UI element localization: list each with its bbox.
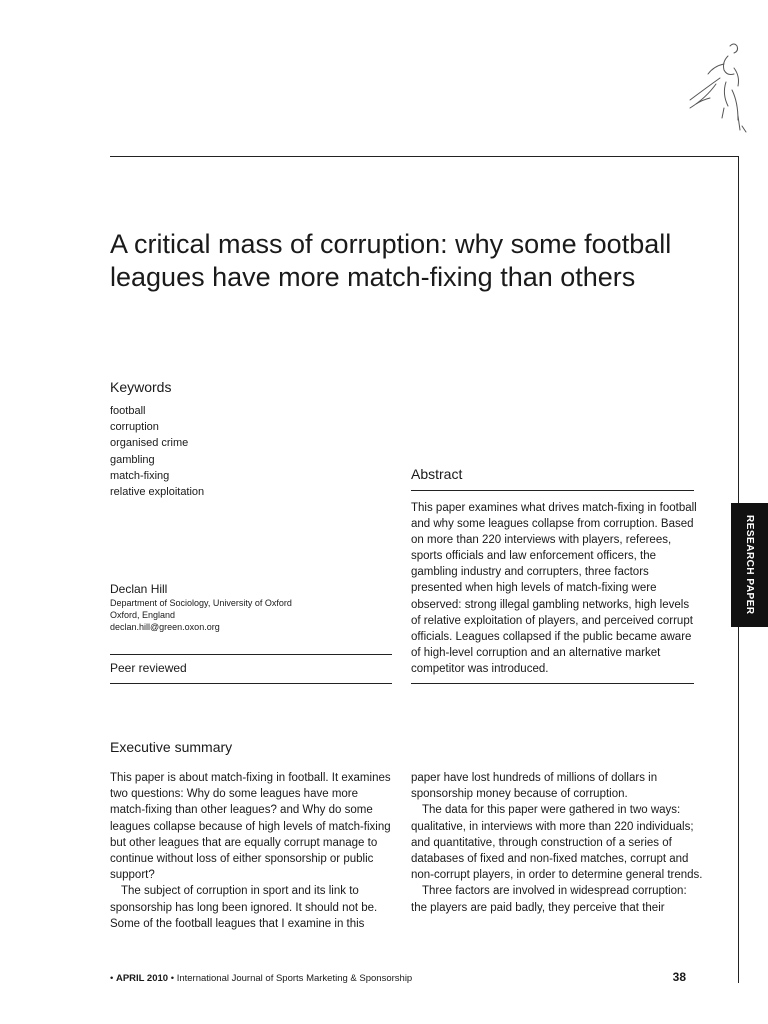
top-rule: [110, 156, 739, 157]
executive-summary-heading: Executive summary: [110, 739, 233, 755]
bullet-icon: •: [110, 973, 114, 984]
abstract-rule-top: [411, 490, 694, 491]
author-location: Oxford, England: [110, 610, 176, 620]
abstract-heading: Abstract: [411, 466, 463, 482]
paper-title: A critical mass of corruption: why some football leagues have more match-fixing than others: [110, 229, 672, 292]
summary-paragraph: This paper is about match-fixing in football. It examines two questions: Why do some leagues have more match-fixing than other leagues? and Why do some leagues collapse because of high levels of match-fixing but other leagues that are equally corrupt manage to continue without loss of either sponsorship or public support?: [110, 772, 391, 882]
keyword-item: gambling: [110, 453, 155, 466]
summary-paragraph: The data for this paper were gathered in two ways: qualitative, in interviews with more than 220 individuals; and quantitative, through construction of a series of databases of fixed and non-fixed matches, corrupt and non-corrupt players, in order to determine general trends.: [411, 804, 703, 882]
author-email[interactable]: declan.hill@green.oxon.org: [110, 622, 220, 632]
keywords-list: [110, 403, 204, 500]
peer-rule-bottom: [110, 683, 392, 684]
keyword-item: match-fixing: [110, 469, 170, 482]
footer-date: APRIL 2010: [115, 973, 169, 984]
summary-paragraph: The subject of corruption in sport and its link to sponsorship has long been ignored. It should not be. Some of the football leagues that I examine in this: [110, 885, 378, 930]
summary-paragraph: Three factors are involved in widespread corruption: the players are paid badly, they perceive that their: [411, 885, 687, 914]
keyword-item: corruption: [110, 421, 159, 434]
abstract-rule-bottom: [411, 683, 694, 684]
summary-paragraph: paper have lost hundreds of millions of dollars in sponsorship money because of corruption.: [411, 772, 658, 801]
journal-logo-icon: [680, 38, 750, 138]
section-tab-label: RESEARCH PAPER: [744, 515, 755, 615]
abstract-text: This paper examines what drives match-fixing in football and why some leagues collapse from corruption. Based on more than 220 interviews with players, referees, sports officials and law enforcement officers, the gambling industry and corrupters, three factors presented when high levels of match-fixing were observed: strong illegal gambling networks, high levels of relative exploitation of players, and perceived corrupt officials. Leagues collapsed if the public became aware of high-level corruption and an alternative market competitor was introduced.: [411, 502, 697, 675]
peer-reviewed-label: Peer reviewed: [110, 661, 187, 675]
author-affiliation: [110, 597, 292, 633]
author-department: Department of Sociology, University of Oxford: [110, 598, 292, 608]
footer-journal: International Journal of Sports Marketing & Sponsorship: [176, 973, 413, 984]
bullet-icon: •: [170, 973, 175, 984]
keyword-item: football: [110, 405, 146, 417]
keyword-item: organised crime: [110, 437, 189, 450]
summary-column-left: [110, 770, 395, 932]
keywords-heading: Keywords: [110, 379, 172, 395]
summary-column-right: [411, 770, 703, 916]
author-name: Declan Hill: [110, 582, 168, 596]
peer-rule-top: [110, 654, 392, 655]
page-footer: [110, 973, 412, 985]
keyword-item: relative exploitation: [110, 486, 205, 499]
page-number: 38: [672, 970, 686, 984]
